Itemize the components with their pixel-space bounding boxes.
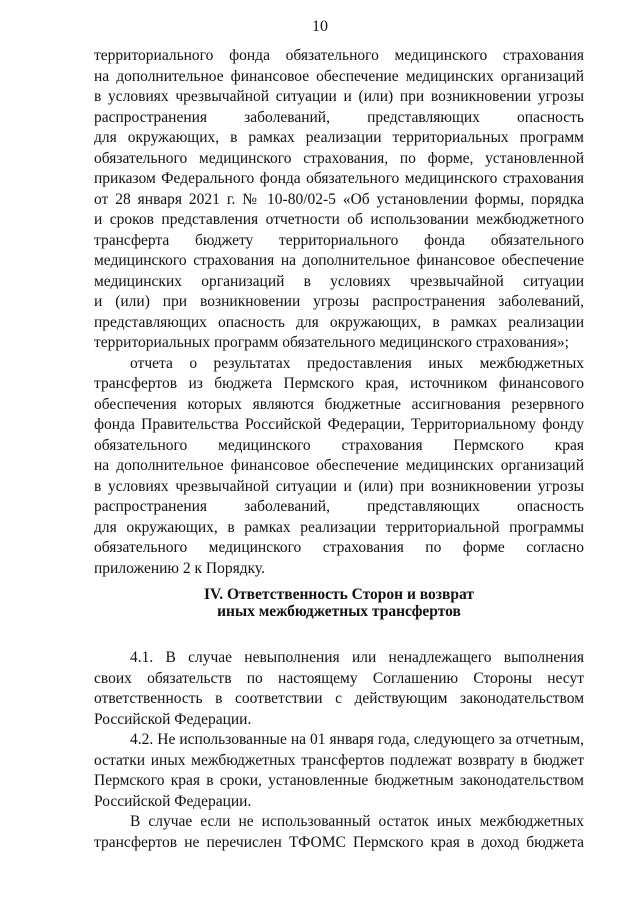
text-line: остатки иных межбюджетных трансфертов подлежат возврату в бюджет <box>94 751 584 769</box>
section-heading-line: иных межбюджетных трансфертов <box>217 602 461 620</box>
paragraph-4-1 <box>94 648 584 730</box>
text-line: В случае если не использованный остаток иных межбюджетных <box>130 813 584 830</box>
paragraph-unused-balance <box>94 812 584 853</box>
text-line: трансферта бюджету территориального фонда обязательного <box>94 231 584 249</box>
text-line: ответственность в соответствии с действующим законодательством <box>94 690 584 707</box>
text-line: обязательного медицинского страхования Пермского края <box>94 436 584 454</box>
text-line: приказом Федерального фонда обязательного медицинского страхования <box>94 170 584 187</box>
document-body <box>94 46 584 853</box>
text-line: медицинского страхования на дополнительное финансовое обеспечение <box>94 252 584 269</box>
text-line: медицинских организаций в условиях чрезвычайной ситуации <box>94 272 584 290</box>
text-line: и (или) при возникновении угрозы распространения заболеваний, <box>94 293 584 310</box>
text-line: трансфертов из бюджета Пермского края, источником финансового <box>94 375 584 392</box>
text-line: для окружающих, в рамках реализации территориальной программы <box>94 518 584 536</box>
paragraph-reporting-form-continued <box>94 46 584 354</box>
text-line: обеспечения которых являются бюджетные ассигнования резервного <box>94 395 584 413</box>
section-heading-line: IV. Ответственность Сторон и возврат <box>204 586 474 603</box>
text-line: распространения заболеваний, представляющих опасность <box>94 498 584 515</box>
text-line: в условиях чрезвычайной ситуации и (или) при возникновении угрозы <box>94 477 584 495</box>
text-line: на дополнительное финансовое обеспечение медицинских организаций <box>94 457 584 474</box>
text-line: фонда Правительства Российской Федерации, Территориальному фонду <box>94 416 584 433</box>
text-line: обязательного медицинского страхования, по форме, установленной <box>94 149 584 167</box>
text-line: в условиях чрезвычайной ситуации и (или) при возникновении угрозы <box>94 88 584 105</box>
text-line: Российской Федерации. <box>94 710 252 728</box>
text-line: Российской Федерации. <box>94 792 252 810</box>
text-line: территориального фонда обязательного медицинского страхования <box>94 47 584 64</box>
text-line: от 28 января 2021 г. № 10-80/02-5 «Об установлении формы, порядка <box>94 190 584 208</box>
text-line: своих обязательств по настоящему Соглашению Стороны несут <box>94 669 584 687</box>
text-line: для окружающих, в рамках реализации территориальных программ <box>94 129 584 146</box>
text-line: представляющих опасность для окружающих, в рамках реализации <box>94 313 584 331</box>
text-line: 4.1. В случае невыполнения или ненадлежащего выполнения <box>130 649 584 666</box>
text-line: 4.2. Не использованные на 01 января года, следующего за отчетным, <box>130 731 584 748</box>
text-line: Пермского края в сроки, установленные бюджетным законодательством <box>94 772 584 789</box>
section-heading <box>94 587 584 620</box>
text-line: территориальных программ обязательного медицинского страхования»; <box>94 334 569 351</box>
text-line: обязательного медицинского страхования по форме согласно <box>94 539 584 556</box>
text-line: распространения заболеваний, представляющих опасность <box>94 108 584 126</box>
text-line: отчета о результатах предоставления иных межбюджетных <box>130 354 584 372</box>
text-line: на дополнительное финансовое обеспечение медицинских организаций <box>94 67 584 85</box>
text-line: и сроков представления отчетности об использовании межбюджетного <box>94 211 584 228</box>
paragraph-results-report <box>94 354 584 580</box>
page-number: 10 <box>312 18 328 35</box>
text-line: трансфертов не перечислен ТФОМС Пермского края в доход бюджета <box>94 833 584 851</box>
paragraph-4-2 <box>94 730 584 812</box>
text-line: приложению 2 к Порядку. <box>94 559 265 577</box>
